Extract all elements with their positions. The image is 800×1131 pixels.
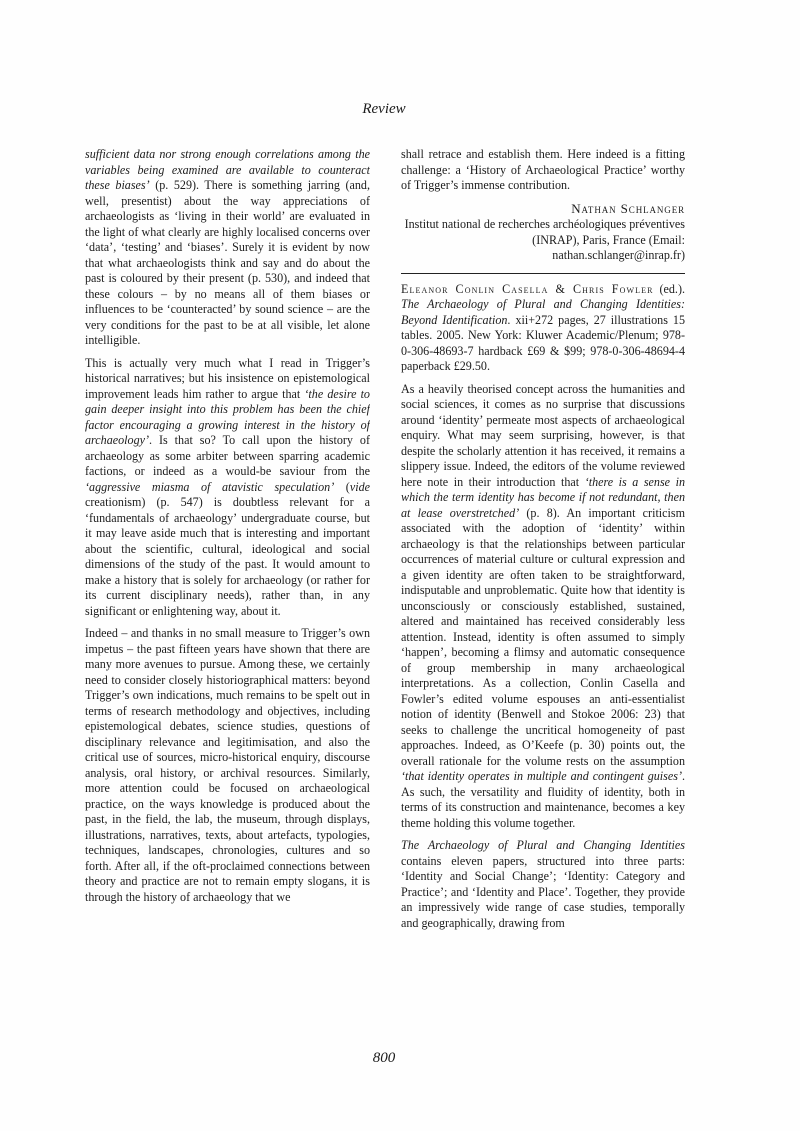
page-number: 800 <box>372 1050 396 1066</box>
reviewer-name: Nathan Schlanger <box>571 200 685 216</box>
body-text: . As such, the versatility and fluidity of identity, both in terms of its construction and maintenance, becomes a key theme holding this volume together. <box>401 769 685 830</box>
italic-text: sufficient data nor strong enough correlations among the variables being examined are available to counteract these biases’ <box>85 147 370 192</box>
body-text: . Is that so? To call upon the history of archaeology as some arbiter between sparring academic factions, or indeed as a would-be saviour from the <box>85 433 370 478</box>
body-text: (ed.). <box>653 281 685 296</box>
smallcaps-text: Eleanor Conlin Casella & Chris Fowler <box>401 281 654 296</box>
paragraph <box>85 626 370 905</box>
body-text: shall retrace and establish them. Here indeed is a fitting challenge: a ‘History of Archaeological Practice’ worthy of Trigger’s immense contribution. <box>401 147 685 192</box>
body-text: creationism) (p. 547) is doubtless relevant for a ‘fundamentals of archaeology’ undergraduate course, but it may leave aside much that is interesting and important about the scientific, cultural, ideological and social dimensions of the study of the past. It would amount to make a history that is solely for archaeology (or rather for its current disciplinary needs), rather than, in any significant or enlightening way, about it. <box>85 495 370 618</box>
paragraph <box>401 838 685 931</box>
running-head: Review <box>362 101 406 117</box>
review-continuation <box>401 147 685 194</box>
italic-text: ‘aggressive miasma of atavistic speculation’ <box>85 479 335 494</box>
body-text: This is actually very much what I read in Trigger’s historical narratives; but his insistence on epistemological improvement leads him rather to argue that <box>85 355 370 401</box>
paragraph <box>85 147 370 349</box>
left-column <box>85 147 370 1042</box>
italic-text: The Archaeology of Plural and Changing Identities: Beyond Identification <box>401 297 685 327</box>
reviewer-affiliation: Institut national de recherches archéologiques préventives (INRAP), Paris, France (Email: nathan.schlanger@inrap.fr) <box>404 217 685 262</box>
reviewer-signature <box>401 201 685 264</box>
book-citation <box>401 282 685 375</box>
italic-text: ‘the desire to gain deeper insight into this problem has been the chief factor encouraging a growing interest in the history of archaeology’ <box>85 386 370 447</box>
body-text: ( <box>334 479 350 494</box>
italic-text: vide <box>349 479 370 494</box>
italic-text: The Archaeology of Plural and Changing Identities <box>401 838 685 852</box>
right-column <box>401 147 685 1042</box>
paragraph <box>85 356 370 620</box>
italic-text: ‘there is a sense in which the term identity has become if not redundant, then at lease overstretched’ <box>401 474 685 520</box>
review-body <box>401 382 685 932</box>
body-text: (p. 529). There is something jarring (and, well, presentist) about the way appreciations of archaeologists as ‘living in their world’ are evaluated in the light of what clearly are highly localised concerns over ‘data’, ‘testing’ and ‘biases’. Surely it is evident by now that what archaeologists think and say and do about the past is coloured by their present (p. 530), and indeed that these colours – by no means all of them biases or influences to be ‘counteracted’ by sound science – are the very conditions for the past to be at all visible, let alone intelligible. <box>85 178 370 347</box>
body-text: (p. 8). An important criticism associated with the adoption of ‘identity’ within archaeology is that the relationships between particular occurrences of material culture or cultural expression and a given identity are often taken to be straightforward, indisputable and unproblematic. Quite how that identity is unconsciously or consciously established, sustained, altered and maintained has received considerably less attention. Instead, identity is often assumed to simply ‘happen’, becoming a flimsy and automatic consequence of group membership in many archaeological interpretations. As a collection, Conlin Casella and Fowler’s edited volume espouses an anti-essentialist notion of identity (Benwell and Stokoe 2006: 23) that seeks to challenge the uncritical homogeneity of past approaches. Indeed, as O’Keefe (p. 30) points out, the overall rationale for the volume rests on the assumption <box>401 505 685 768</box>
paragraph <box>401 382 685 832</box>
italic-text: ‘that identity operates in multiple and contingent guises’ <box>401 769 682 783</box>
paragraph <box>401 147 685 194</box>
body-text: As a heavily theorised concept across the humanities and social sciences, it comes as no surprise that discussions around ‘identity’ permeate most aspects of archaeological enquiry. What may seem surprising, however, is that despite the scholarly attention it has received, it remains a slippery issue. Indeed, the editors of the volume reviewed here note in their introduction that <box>401 381 685 489</box>
body-text: contains eleven papers, structured into three parts: ‘Identity and Social Change’; ‘Identity: Category and Practice’; and ‘Identity and Place’. Together, they provide an impressively wide range of case studies, temporally and geographically, drawing from <box>401 853 685 930</box>
body-text: . xii+272 pages, 27 illustrations 15 tables. 2005. New York: Kluwer Academic/Plenum; 978-0-306-48693-7 hardback £69 & $99; 978-0-306-48694-4 paperback £29.50. <box>401 312 685 373</box>
section-divider <box>401 273 685 274</box>
body-text: Indeed – and thanks in no small measure to Trigger’s own impetus – the past fifteen years have shown that there are many more avenues to pursue. Among these, we certainly need to consider closely historiographical matters: beyond Trigger’s own indications, much remains to be spelt out in terms of research methodology and objectives, including epistemological debates, science studies, questions of disciplinary relevance and legitimisation, and also the critical use of sources, micro-historical enquiry, discourse analysis, oral history, or archival resources. Similarly, more attention could be focused on archaeological practice, on the ways knowledge is produced about the past, in the field, the lab, the museum, through displays, illustrations, narratives, texts, about artefacts, typologies, techniques, landscapes, chronologies, cultures and so forth. After all, if the oft-proclaimed connections between theory and practice are not to remain empty slogans, it is through the history of archaeology that we <box>85 626 370 904</box>
